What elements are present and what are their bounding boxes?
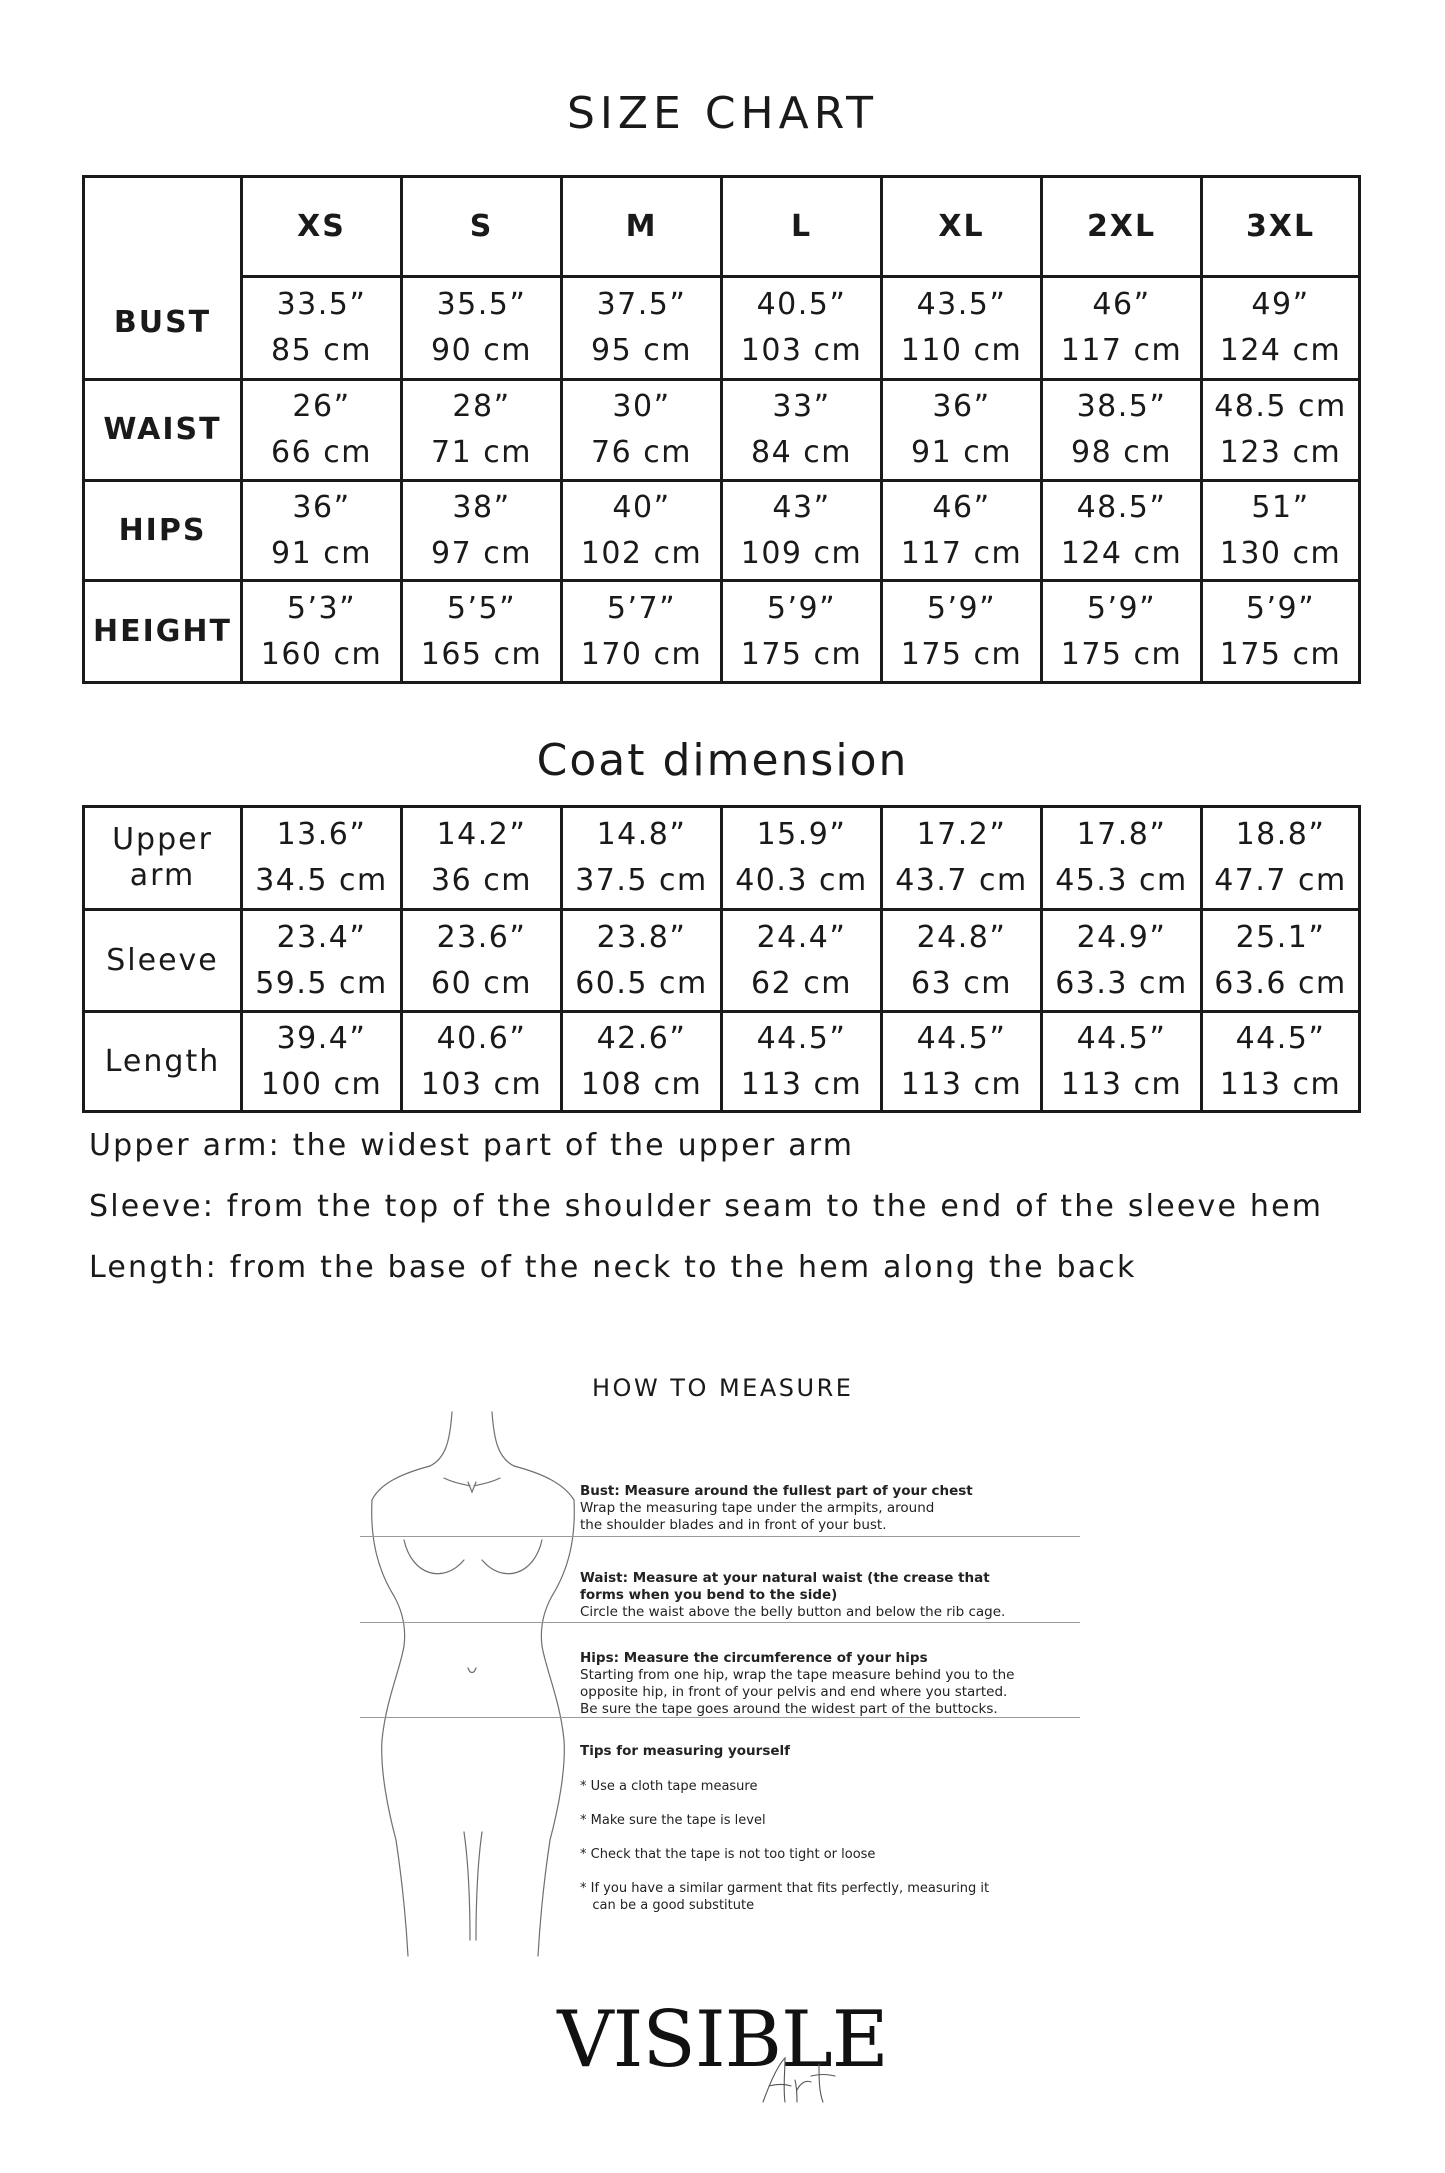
waist-line: Circle the waist above the belly button and below the rib cage.	[580, 1604, 1006, 1620]
row-header-length: Length	[84, 1012, 242, 1112]
bust-instructions	[580, 1483, 973, 1534]
bust-line: Wrap the measuring tape under the armpits, around	[580, 1500, 935, 1516]
tip-item: * Check that the tape is not too tight or loose	[580, 1847, 876, 1862]
tip-item: * Use a cloth tape measure	[580, 1779, 758, 1794]
table-cell: 49” 124 cm	[1202, 277, 1360, 380]
corner-cell	[84, 177, 242, 380]
size-header-row	[84, 177, 1360, 277]
note-upper-arm: Upper arm: the widest part of the upper arm	[89, 1128, 855, 1163]
table-cell: 38.5” 98 cm	[1042, 380, 1202, 481]
table-cell: 48.5 cm 123 cm	[1202, 380, 1360, 481]
hips-instructions	[580, 1650, 1015, 1718]
table-cell: 15.9” 40.3 cm	[722, 807, 882, 910]
bust-heading: Bust: Measure around the fullest part of your chest	[580, 1483, 973, 1499]
size-column-header: S	[402, 177, 562, 277]
table-cell: 28” 71 cm	[402, 380, 562, 481]
row-header-bust: BUST	[113, 305, 212, 340]
table-row	[84, 277, 1360, 380]
row-header-sleeve: Sleeve	[84, 910, 242, 1012]
table-cell: 33” 84 cm	[722, 380, 882, 481]
row-header-hips: HIPS	[84, 481, 242, 581]
tip-item: * Make sure the tape is level	[580, 1813, 766, 1828]
table-cell: 30” 76 cm	[562, 380, 722, 481]
table-cell: 17.8” 45.3 cm	[1042, 807, 1202, 910]
table-cell: 39.4” 100 cm	[242, 1012, 402, 1112]
table-cell: 5’5” 165 cm	[402, 581, 562, 683]
table-cell: 36” 91 cm	[242, 481, 402, 581]
row-header-upper-arm: Upper arm	[84, 807, 242, 910]
size-column-header: M	[562, 177, 722, 277]
table-cell: 35.5” 90 cm	[402, 277, 562, 380]
table-cell: 14.2” 36 cm	[402, 807, 562, 910]
table-cell: 44.5” 113 cm	[1042, 1012, 1202, 1112]
table-cell: 5’3” 160 cm	[242, 581, 402, 683]
table-row	[84, 481, 1360, 581]
table-cell: 18.8” 47.7 cm	[1202, 807, 1360, 910]
coat-dimension-title: Coat dimension	[536, 735, 909, 786]
size-column-header: L	[722, 177, 882, 277]
table-cell: 25.1” 63.6 cm	[1202, 910, 1360, 1012]
waist-heading: Waist: Measure at your natural waist (the crease that	[580, 1570, 990, 1586]
table-cell: 5’9” 175 cm	[1042, 581, 1202, 683]
table-cell: 40.5” 103 cm	[722, 277, 882, 380]
row-header-waist: WAIST	[84, 380, 242, 481]
waist-measure-line	[360, 1622, 1080, 1623]
size-column-header: 2XL	[1042, 177, 1202, 277]
table-row	[84, 807, 1360, 910]
size-column-header: XS	[242, 177, 402, 277]
table-cell: 23.4” 59.5 cm	[242, 910, 402, 1012]
table-cell: 5’9” 175 cm	[1202, 581, 1360, 683]
row-header-height: HEIGHT	[84, 581, 242, 683]
table-cell: 51” 130 cm	[1202, 481, 1360, 581]
note-sleeve: Sleeve: from the top of the shoulder seam to the end of the sleeve hem	[89, 1189, 1324, 1224]
table-cell: 42.6” 108 cm	[562, 1012, 722, 1112]
table-cell: 26” 66 cm	[242, 380, 402, 481]
table-cell: 17.2” 43.7 cm	[882, 807, 1042, 910]
table-cell: 48.5” 124 cm	[1042, 481, 1202, 581]
table-cell: 44.5” 113 cm	[1202, 1012, 1360, 1112]
note-length: Length: from the base of the neck to the hem along the back	[89, 1250, 1137, 1285]
size-chart-title: SIZE CHART	[567, 88, 878, 139]
size-column-header: 3XL	[1202, 177, 1360, 277]
table-cell: 5’9” 175 cm	[882, 581, 1042, 683]
table-cell: 23.8” 60.5 cm	[562, 910, 722, 1012]
tips-heading: Tips for measuring yourself	[580, 1743, 791, 1759]
table-row	[84, 380, 1360, 481]
table-cell: 43.5” 110 cm	[882, 277, 1042, 380]
table-cell: 46” 117 cm	[882, 481, 1042, 581]
waist-instructions	[580, 1570, 1005, 1621]
brand-logo-text: VISIBLE	[557, 1995, 888, 2085]
table-cell: 44.5” 113 cm	[722, 1012, 882, 1112]
table-row	[84, 1012, 1360, 1112]
brand-logo	[0, 1995, 1445, 2085]
hips-line: Starting from one hip, wrap the tape measure behind you to the	[580, 1667, 1015, 1683]
table-cell: 37.5” 95 cm	[562, 277, 722, 380]
table-cell: 40” 102 cm	[562, 481, 722, 581]
table-cell: 5’7” 170 cm	[562, 581, 722, 683]
hips-line: opposite hip, in front of your pelvis and end where you started.	[580, 1684, 1008, 1700]
table-cell: 46” 117 cm	[1042, 277, 1202, 380]
table-cell: 24.9” 63.3 cm	[1042, 910, 1202, 1012]
table-cell: 14.8” 37.5 cm	[562, 807, 722, 910]
tip-item: * If you have a similar garment that fits perfectly, measuring it can be a good substitute	[580, 1881, 990, 1913]
table-cell: 24.4” 62 cm	[722, 910, 882, 1012]
waist-heading: forms when you bend to the side)	[580, 1587, 838, 1603]
table-cell: 38” 97 cm	[402, 481, 562, 581]
table-cell: 44.5” 113 cm	[882, 1012, 1042, 1112]
table-cell: 23.6” 60 cm	[402, 910, 562, 1012]
table-row	[84, 581, 1360, 683]
brand-logo-script	[755, 2050, 845, 2110]
how-to-measure-title: HOW TO MEASURE	[592, 1374, 854, 1402]
table-cell: 13.6” 34.5 cm	[242, 807, 402, 910]
table-cell: 40.6” 103 cm	[402, 1012, 562, 1112]
bust-line: the shoulder blades and in front of your bust.	[580, 1517, 887, 1533]
hips-line: Be sure the tape goes around the widest part of the buttocks.	[580, 1701, 998, 1717]
size-chart-table	[82, 175, 1361, 684]
table-cell: 5’9” 175 cm	[722, 581, 882, 683]
table-cell: 24.8” 63 cm	[882, 910, 1042, 1012]
table-row	[84, 910, 1360, 1012]
hips-heading: Hips: Measure the circumference of your hips	[580, 1650, 928, 1666]
table-cell: 33.5” 85 cm	[242, 277, 402, 380]
table-cell: 43” 109 cm	[722, 481, 882, 581]
coat-dimension-table	[82, 805, 1361, 1113]
table-cell: 36” 91 cm	[882, 380, 1042, 481]
bust-measure-line	[360, 1536, 1080, 1537]
size-column-header: XL	[882, 177, 1042, 277]
